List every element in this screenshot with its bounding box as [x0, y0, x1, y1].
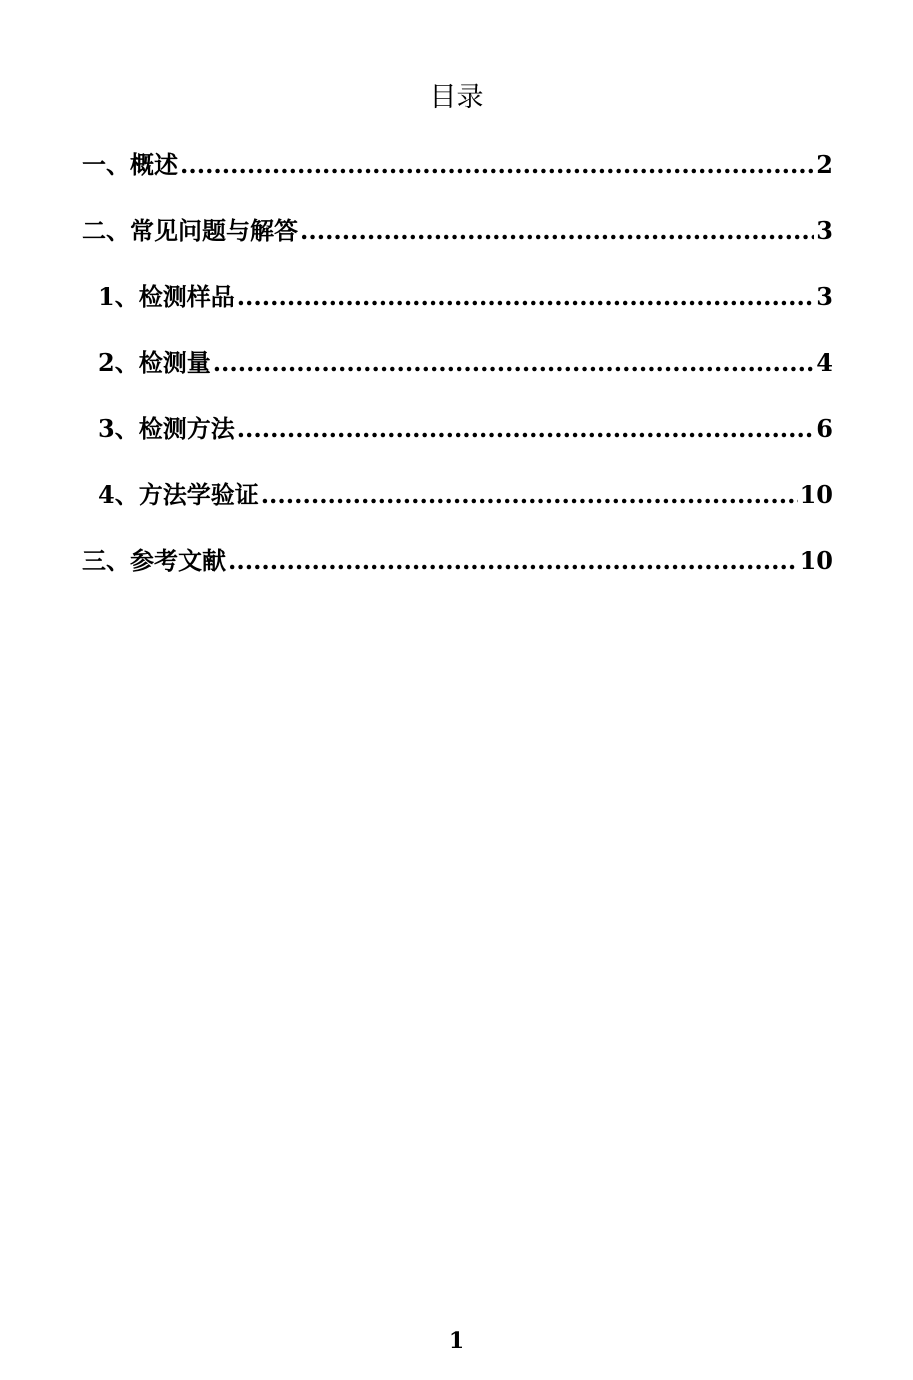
toc-dot-leader [237, 409, 815, 449]
toc-dot-leader [180, 145, 814, 185]
toc-entry-test-methods[interactable] [82, 409, 833, 475]
toc-entry-overview[interactable] [82, 145, 833, 211]
toc-entry-references[interactable] [82, 541, 833, 607]
toc-entry-faq[interactable] [82, 211, 833, 277]
toc-dot-leader [261, 475, 798, 515]
toc-entry-page: 4 [816, 348, 833, 377]
toc-entry-label: 一、概述 [82, 150, 178, 179]
toc-entry-test-samples[interactable] [82, 277, 833, 343]
toc-entry-page: 6 [816, 414, 833, 443]
toc-dot-leader [213, 343, 815, 383]
toc-dot-leader [300, 211, 814, 251]
toc-title: 目录 [429, 82, 484, 113]
toc-entry-label: 3、检测方法 [98, 414, 235, 443]
toc-entry-page: 10 [799, 546, 833, 575]
toc-entry-label: 1、检测样品 [98, 282, 235, 311]
toc-entry-page: 10 [799, 480, 833, 509]
toc-entry-label: 4、方法学验证 [98, 480, 259, 509]
toc-entry-test-amount[interactable] [82, 343, 833, 409]
toc-entry-label: 二、常见问题与解答 [82, 216, 298, 245]
page-number: 1 [448, 1328, 465, 1354]
toc-entry-page: 3 [816, 282, 833, 311]
toc-entry-label: 2、检测量 [98, 348, 211, 377]
toc-list [82, 145, 833, 607]
toc-entry-label: 三、参考文献 [82, 546, 226, 575]
toc-entry-page: 2 [816, 150, 833, 179]
toc-entry-method-validation[interactable] [82, 475, 833, 541]
toc-entry-page: 3 [816, 216, 833, 245]
toc-dot-leader [228, 541, 798, 581]
toc-dot-leader [237, 277, 815, 317]
